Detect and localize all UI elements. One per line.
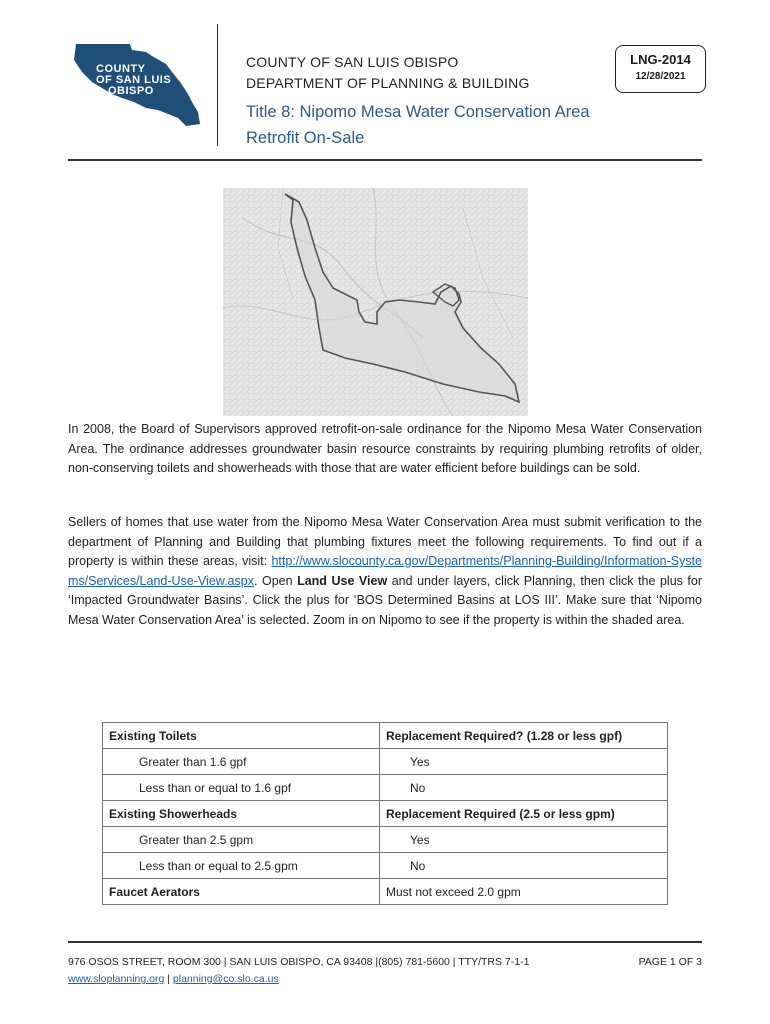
- toilets-row2-value: No: [380, 775, 668, 801]
- showerheads-row2-value: No: [380, 853, 668, 879]
- instructions-text-a: Sellers of homes that use water from the Nipomo Mesa Water Conservation Area must submit verification to the department of Planning and Building that plumbing fixtures meet the following requirements. To find out if a property is within these areas, visit:: [68, 515, 702, 568]
- website-link[interactable]: www.sloplanning.org: [68, 973, 165, 985]
- table-row: [103, 749, 668, 775]
- requirements-table: [102, 722, 668, 905]
- page-number: PAGE 1 OF 3: [638, 956, 702, 968]
- nipomo-area-map: [223, 188, 528, 416]
- instructions-text-b: . Open: [253, 573, 298, 588]
- showerheads-requirement-header: Replacement Required (2.5 or less gpm): [380, 801, 668, 827]
- footer-contact: [68, 973, 279, 985]
- instructions-paragraph: [68, 513, 702, 630]
- table-row: [103, 827, 668, 853]
- header-divider: [217, 24, 218, 146]
- page-title: [246, 99, 590, 151]
- land-use-view-label: Land Use View: [297, 573, 388, 588]
- faucet-aerators-header: Faucet Aerators: [103, 879, 380, 905]
- header-rule: [68, 159, 702, 161]
- toilets-row1-value: Yes: [380, 749, 668, 775]
- logo-line-2: OF SAN LUIS: [96, 74, 172, 86]
- intro-paragraph: In 2008, the Board of Supervisors approved retrofit-on-sale ordinance for the Nipomo Mesa Water Conservation Area. The ordinance addresses groundwater basin resource constraints by requiring plumbing retrofits of older, non-conserving toilets and showerheads with those that are water efficient before buildings can be sold.: [68, 422, 702, 475]
- footer-rule: [68, 941, 702, 943]
- land-use-view-link[interactable]: http://www.slocounty.ca.gov/Departments/Planning-Building/Information-Systems/Services/Land-Use-View.aspx: [68, 554, 702, 588]
- department-name: DEPARTMENT OF PLANNING & BUILDING: [246, 75, 530, 91]
- footer-separator: |: [167, 973, 170, 985]
- toilets-row2-label: Less than or equal to 1.6 gpf: [103, 775, 380, 801]
- title-line-1: Title 8: Nipomo Mesa Water Conservation Area: [246, 103, 590, 121]
- logo-line-3: OBISPO: [108, 85, 154, 97]
- showerheads-row2-label: Less than or equal to 2.5 gpm: [103, 853, 380, 879]
- toilets-row1-label: Greater than 1.6 gpf: [103, 749, 380, 775]
- email-link[interactable]: planning@co.slo.ca.us: [172, 973, 279, 985]
- logo-text: [96, 64, 171, 97]
- table-row: [103, 801, 668, 827]
- showerheads-row1-value: Yes: [380, 827, 668, 853]
- table-row: [103, 879, 668, 905]
- table-row: [103, 853, 668, 879]
- toilets-requirement-header: Replacement Required? (1.28 or less gpf): [380, 723, 668, 749]
- document-code-badge: [615, 45, 706, 93]
- footer-address: 976 OSOS STREET, ROOM 300 | SAN LUIS OBISPO, CA 93408 |(805) 781-5600 | TTY/TRS 7-1-1: [68, 956, 530, 968]
- title-line-2: Retrofit On-Sale: [246, 129, 365, 147]
- faucet-aerators-value: Must not exceed 2.0 gpm: [380, 879, 668, 905]
- table-row: [103, 723, 668, 749]
- document-code: LNG-2014: [630, 52, 691, 67]
- showerheads-header: Existing Showerheads: [103, 801, 380, 827]
- table-row: [103, 775, 668, 801]
- instructions-text-c: and under layers, click Planning, then click the plus for ‘Impacted Groundwater Basins’. Click the plus for ‘BOS Determined Basins at LOS III’. Make sure that ‘Nipomo Mesa Water Conservation Area’ is selected. Zoom in on Nipomo to see if the property is within the shaded area.: [68, 573, 703, 627]
- county-name: COUNTY OF SAN LUIS OBISPO: [246, 54, 459, 70]
- logo-line-1: COUNTY: [96, 63, 146, 75]
- toilets-header: Existing Toilets: [103, 723, 380, 749]
- document-date: 12/28/2021: [635, 71, 686, 82]
- showerheads-row1-label: Greater than 2.5 gpm: [103, 827, 380, 853]
